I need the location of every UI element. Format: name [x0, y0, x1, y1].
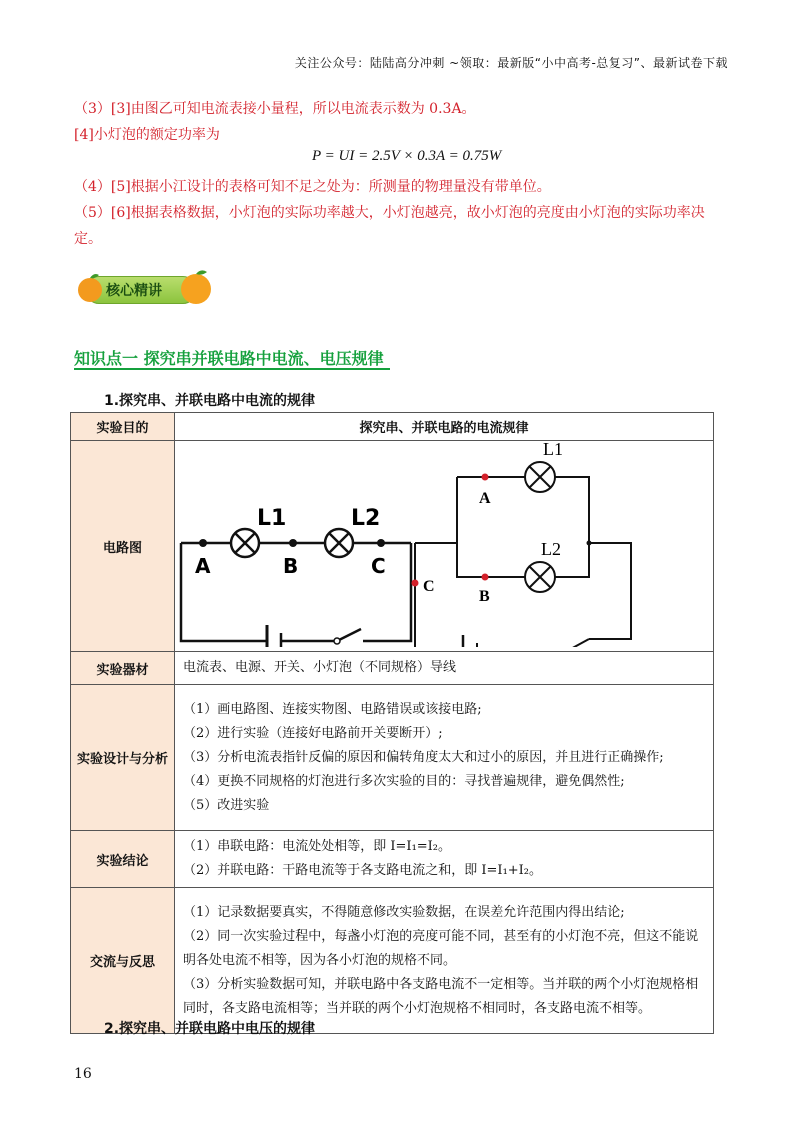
section-2-title: 2.探究串、并联电路中电压的规律 — [104, 1021, 316, 1037]
conclusion-item: （2）并联电路：干路电流等于各支路电流之和，即 I=I₁+I₂。 — [183, 863, 543, 878]
parallel-label-c: C — [423, 578, 435, 595]
design-item: （5）改进实验 — [183, 797, 270, 813]
design-item: （4）更换不同规格的灯泡进行多次实验的目的：寻找普遍规律，避免偶然性; — [183, 773, 625, 789]
power-formula: P = UI = 2.5V × 0.3A = 0.75W — [312, 148, 502, 164]
answer-line-5: （4）[5]根据小江设计的表格可知不足之处为：所测量的物理量没有带单位。 — [74, 179, 551, 195]
series-label-b: B — [283, 554, 299, 578]
row-head-purpose: 实验目的 — [71, 413, 175, 441]
section-1-title: 1.探究串、并联电路中电流的规律 — [104, 393, 316, 409]
series-label-l1: L1 — [257, 506, 287, 531]
series-label-l2: L2 — [351, 506, 381, 531]
design-item: （2）进行实验（连接好电路前开关要断开）; — [183, 725, 443, 741]
reflection-item: （3）分析实验数据可知，并联电路中各支路电流不一定相等。当并联的两个小灯泡规格相同时，各支路电流相等；当并联的两个小灯泡规格不相同时，各支路电流不相等。 — [183, 976, 699, 1016]
page-number: 16 — [74, 1066, 92, 1082]
series-label-c: C — [371, 554, 386, 578]
row-head-equipment: 实验器材 — [71, 652, 175, 685]
row-head-conclusion: 实验结论 — [71, 831, 175, 888]
badge-label: 核心精讲 — [106, 283, 162, 299]
parallel-label-b: B — [479, 588, 490, 605]
answer-line-4: [4]小灯泡的额定功率为 — [74, 127, 220, 143]
conclusion-list — [175, 831, 714, 888]
title-underline — [74, 368, 390, 370]
purpose-value: 探究串、并联电路的电流规律 — [175, 413, 714, 441]
parallel-label-l2: L2 — [541, 539, 561, 559]
circuit-diagram — [175, 441, 713, 647]
design-item: （1）画电路图、连接实物图、电路错误或该接电路; — [183, 701, 482, 717]
equipment-value: 电流表、电源、开关、小灯泡（不同规格）导线 — [175, 652, 714, 685]
parallel-label-a: A — [479, 490, 491, 507]
core-badge — [72, 270, 212, 308]
conclusion-item: （1）串联电路：电流处处相等，即 I=I₁=I₂。 — [183, 839, 452, 854]
parallel-label-l1: L1 — [543, 441, 563, 459]
reflection-item: （2）同一次实验过程中，每盏小灯泡的亮度可能不同，甚至有的小灯泡不亮，但这不能说明各处电流不相等，因为各小灯泡的规格不同。 — [183, 928, 699, 968]
experiment-table — [70, 412, 714, 1034]
design-list — [175, 685, 714, 831]
page-header: 关注公众号：陆陆高分冲刺 ~领取：最新版“小中高考-总复习”、最新试卷下载 — [294, 56, 728, 70]
series-label-a: A — [195, 554, 211, 578]
row-head-circuit: 电路图 — [71, 441, 175, 652]
design-item: （3）分析电流表指针反偏的原因和偏转角度太大和过小的原因，并且进行正确操作; — [183, 749, 664, 765]
circuit-cell — [175, 441, 714, 652]
reflection-list — [175, 888, 714, 1034]
answer-line-6a: （5）[6]根据表格数据，小灯泡的实际功率越大，小灯泡越亮，故小灯泡的亮度由小灯泡的实际功率决 — [74, 205, 705, 221]
answer-line-6b: 定。 — [74, 231, 102, 247]
row-head-design: 实验设计与分析 — [71, 685, 175, 831]
answer-line-3: （3）[3]由图乙可知电流表接小量程，所以电流表示数为 0.3A。 — [74, 101, 476, 117]
row-head-reflection: 交流与反思 — [71, 888, 175, 1034]
knowledge-point-title: 知识点一 探究串并联电路中电流、电压规律 — [74, 349, 384, 368]
reflection-item: （1）记录数据要真实，不得随意修改实验数据，在误差允许范围内得出结论; — [183, 904, 625, 920]
